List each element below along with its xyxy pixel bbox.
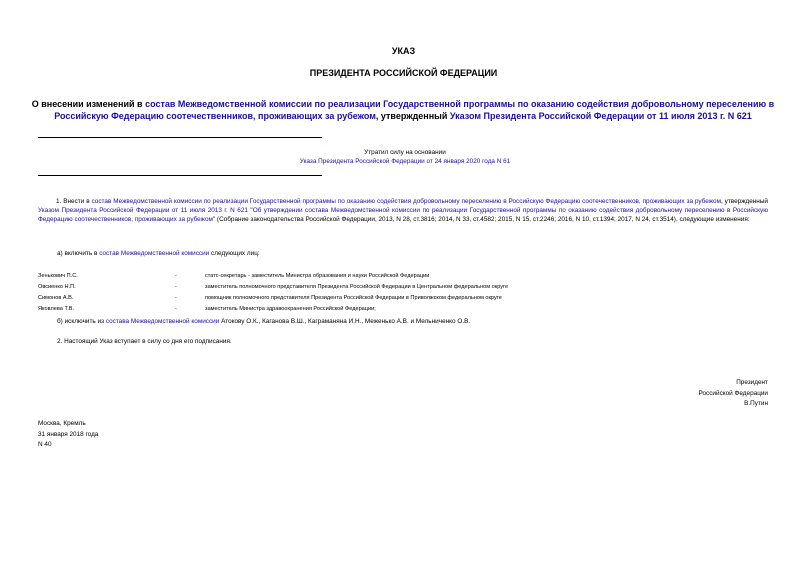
pb-link-commission[interactable]: состава Межведомственной комиссии: [105, 318, 220, 325]
paragraph-2: 2. Настоящий Указ вступает в силу со дня его подписания.: [57, 338, 232, 345]
lost-force-link[interactable]: Указа Президента Российской Федерации от 24 января 2020 года N 61: [299, 158, 511, 165]
p1-link-approval[interactable]: Об утверждении состава Межведомственной комиссии по реализации Государственной программы по оказанию содействия добровольному переселению в Российскую Федерацию соотечественников, проживающих за рубежом: [38, 207, 769, 224]
member-position: заместитель Министра здравоохранения Российской Федерации;: [205, 306, 376, 312]
member-dash: -: [175, 306, 177, 312]
place-date-block: [38, 419, 98, 451]
member-position: помощник полномочного представителя Президента Российской Федерации в Приволжском федеральном округе: [205, 295, 502, 301]
p1-link-decree[interactable]: Указом Президента Российской Федерации от 11 июля 2013 г. N 621: [38, 207, 248, 215]
divider-bottom: [38, 175, 322, 176]
heading-link-decree[interactable]: Указом Президента Российской Федерации от 11 июля 2013 г. N 621: [449, 111, 752, 121]
member-name: Зенькович П.С.: [38, 273, 78, 279]
p1-link-commission[interactable]: состав Межведомственной комиссии по реализации Государственной программы по оказанию содействия добровольному переселению в Российскую Федерацию соотечественников, проживающих за рубежом: [91, 198, 721, 205]
paragraph-1: [38, 197, 768, 225]
pa-text-1: а) включить в: [57, 250, 100, 257]
p1-text-2: , утвержденный: [720, 198, 769, 205]
paragraph-a: [57, 249, 260, 258]
document-heading: [30, 98, 776, 122]
lost-force-note: [190, 148, 620, 166]
decree-number: N 40: [38, 441, 52, 448]
heading-prefix: О внесении изменений в: [31, 99, 146, 109]
member-name: Овсиенко Н.П.: [38, 284, 76, 290]
member-dash: -: [175, 273, 177, 279]
pb-text-2: Атокову О.К., Каганова В.Ш., Каграманяна И.Н., Меженько А.В. и Мельниченко О.В.: [219, 318, 471, 325]
place: Москва, Кремль: [38, 420, 86, 427]
document-issuer: ПРЕЗИДЕНТА РОССИЙСКОЙ ФЕДЕРАЦИИ: [309, 68, 498, 78]
pb-text-1: б) исключить из: [57, 318, 106, 325]
heading-middle: , утвержденный: [375, 111, 450, 121]
member-dash: -: [175, 284, 177, 290]
member-position: заместитель полномочного представителя Президента Российской Федерации в Центральном федеральном округе: [205, 284, 509, 290]
member-position: статс-секретарь - заместитель Министра образования и науки Российской Федерации: [205, 273, 430, 279]
pa-text-2: следующих лиц:: [209, 250, 260, 257]
heading-link-commission[interactable]: состав Межведомственной комиссии по реализации Государственной программы по оказанию содействия добровольному переселению в Российскую Федерацию соотечественников, проживающих за рубежом: [54, 99, 775, 121]
date: 31 января 2018 года: [38, 430, 99, 438]
member-name: Яковлева Т.В.: [38, 306, 75, 312]
divider-top: [38, 137, 322, 138]
member-name: Симонов А.В.: [38, 295, 74, 301]
document-title: УКАЗ: [391, 46, 416, 56]
signature-block: [568, 378, 768, 410]
member-dash: -: [175, 295, 177, 301]
signature-name: В.Путин: [744, 400, 768, 407]
paragraph-b: [57, 317, 470, 326]
signature-title: Президент: [736, 379, 768, 386]
p1-text-3: ": [247, 207, 253, 215]
p1-text-4: " (Собрание законодательства Российской Федерации, 2013, N 28, ст.3816; 2014, N 33, ст.4582; 2015, N 15, ст.2246; 2016, N 10, ст.1394; 2017, N 24, ст.3514), следующие изменения:: [212, 216, 750, 224]
lost-force-label: Утратил силу на основании: [364, 149, 446, 156]
signature-country: Российской Федерации: [698, 389, 768, 397]
p1-text-1: 1. Внести в: [56, 198, 92, 205]
pa-link-commission[interactable]: состав Межведомственной комиссии: [99, 250, 210, 257]
